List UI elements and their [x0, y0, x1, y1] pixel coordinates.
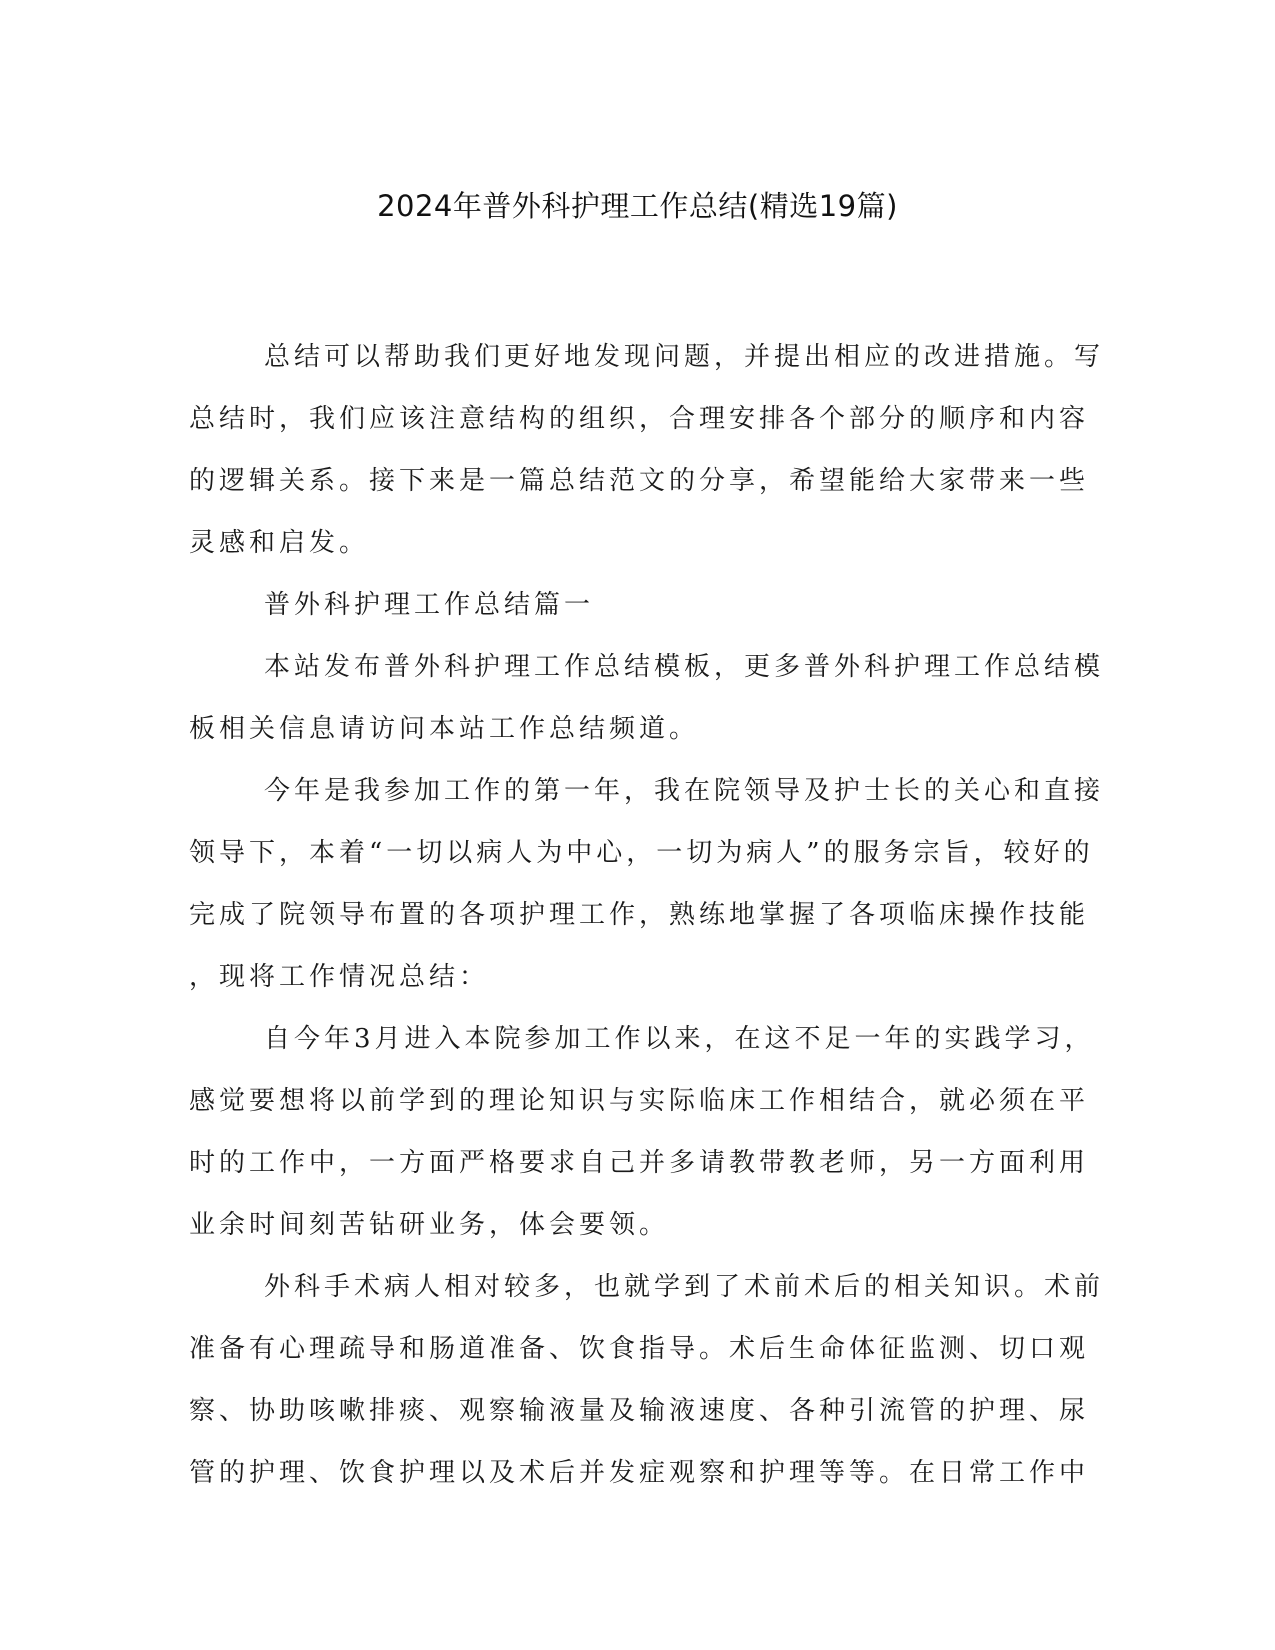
paragraph-line: 外科手术病人相对较多，也就学到了术前术后的相关知识。术前	[264, 1272, 1105, 1302]
paragraph-line: 板相关信息请访问本站工作总结频道。	[189, 714, 700, 744]
paragraph-line: 灵感和启发。	[189, 528, 370, 558]
paragraph	[189, 1256, 1105, 1504]
paragraph-line: 业余时间刻苦钻研业务，体会要领。	[189, 1210, 670, 1240]
paragraph	[189, 574, 1079, 636]
paragraph-line: 完成了院领导布置的各项护理工作，熟练地掌握了各项临床操作技能	[189, 900, 1090, 930]
document-body	[189, 326, 1105, 1504]
paragraph-line: 今年是我参加工作的第一年，我在院领导及护士长的关心和直接	[264, 776, 1105, 806]
paragraph-line: 准备有心理疏导和肠道准备、饮食指导。术后生命体征监测、切口观	[189, 1334, 1090, 1364]
document-title: 2024年普外科护理工作总结(精选19篇)	[377, 189, 898, 223]
paragraph-line: 时的工作中，一方面严格要求自己并多请教带教老师，另一方面利用	[189, 1148, 1090, 1178]
paragraph-line: 总结时，我们应该注意结构的组织，合理安排各个部分的顺序和内容	[189, 404, 1090, 434]
paragraph	[189, 1008, 1095, 1256]
paragraph-line: 总结可以帮助我们更好地发现问题，并提出相应的改进措施。写	[264, 342, 1105, 372]
paragraph-line: 普外科护理工作总结篇一	[264, 590, 595, 620]
paragraph	[189, 760, 1105, 1008]
paragraph-line: 本站发布普外科护理工作总结模板，更多普外科护理工作总结模	[264, 652, 1105, 682]
paragraph-line: 察、协助咳嗽排痰、观察输液量及输液速度、各种引流管的护理、尿	[189, 1396, 1090, 1426]
paragraph-line: ，现将工作情况总结：	[189, 962, 490, 992]
paragraph	[189, 636, 1105, 760]
paragraph-line: 的逻辑关系。接下来是一篇总结范文的分享，希望能给大家带来一些	[189, 466, 1090, 496]
paragraph-line: 管的护理、饮食护理以及术后并发症观察和护理等等。在日常工作中	[189, 1458, 1090, 1488]
paragraph-line: 自今年3月进入本院参加工作以来，在这不足一年的实践学习，	[264, 1024, 1095, 1054]
paragraph-line: 领导下，本着“一切以病人为中心，一切为病人”的服务宗旨，较好的	[189, 838, 1094, 868]
paragraph-line: 感觉要想将以前学到的理论知识与实际临床工作相结合，就必须在平	[189, 1086, 1090, 1116]
paragraph	[189, 326, 1105, 574]
